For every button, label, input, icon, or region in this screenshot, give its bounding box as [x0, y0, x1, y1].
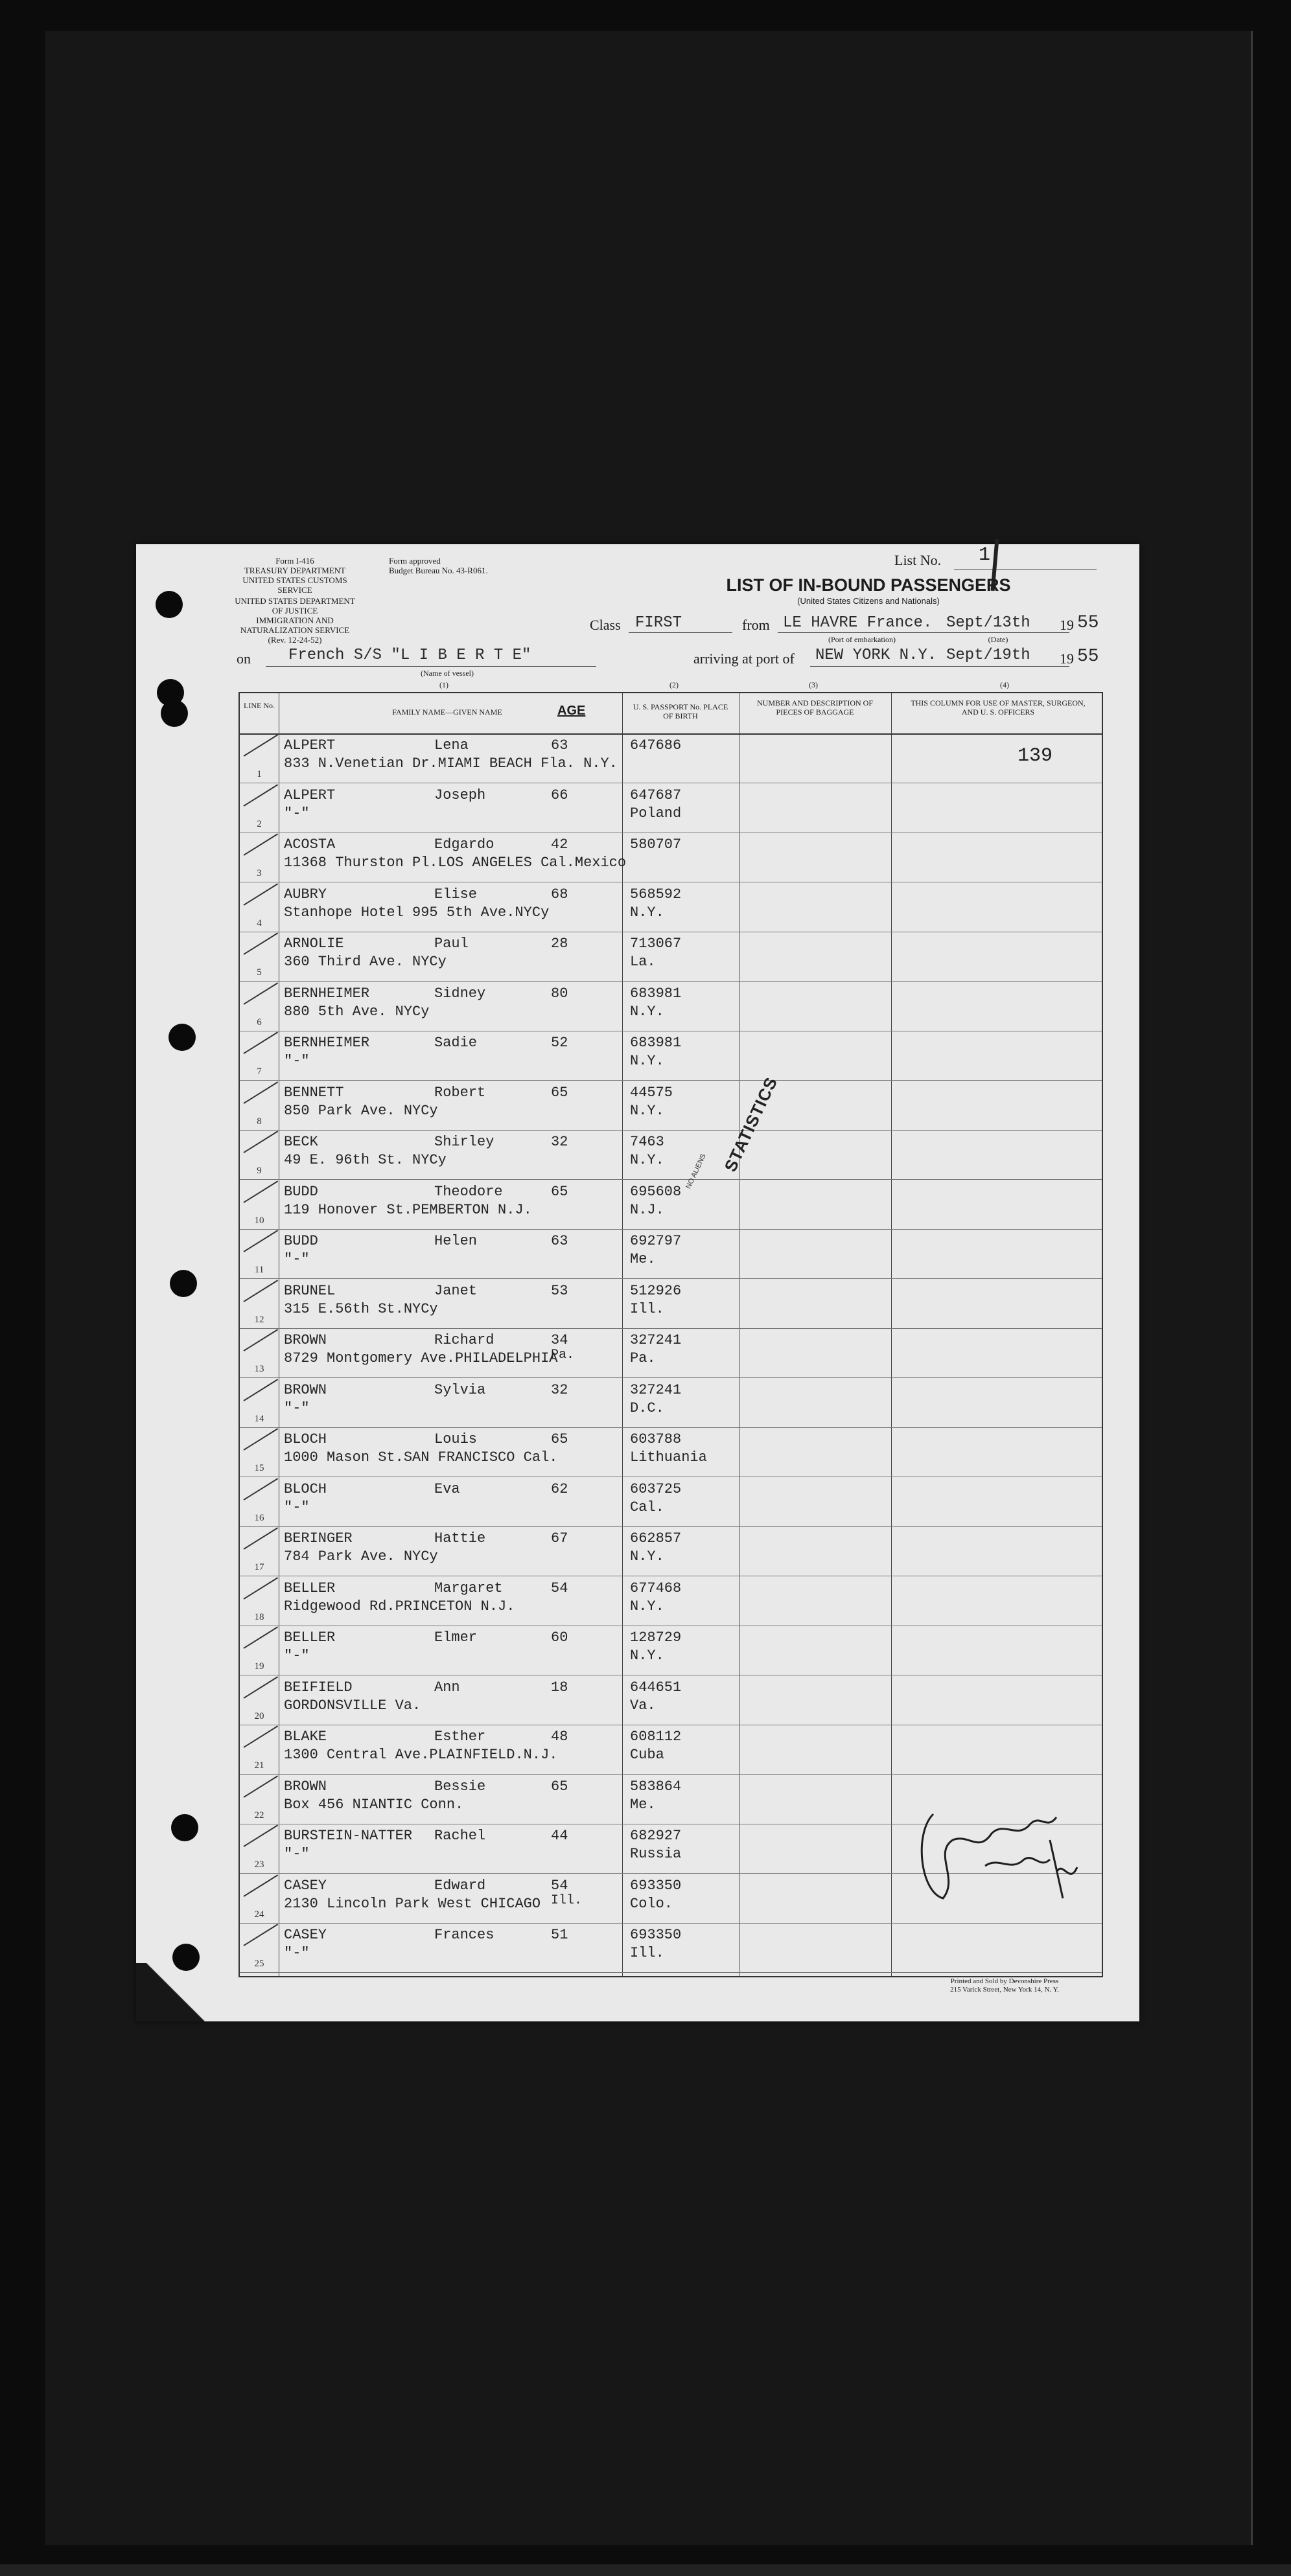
given-name: Janet	[434, 1282, 478, 1299]
age: 63	[551, 737, 568, 753]
passport-number: 693350	[630, 1877, 682, 1894]
table-row	[240, 1626, 1102, 1675]
passport-number: 682927	[630, 1828, 682, 1844]
family-name: BROWN	[284, 1778, 327, 1795]
form-agency-block	[233, 556, 356, 645]
age: 48	[551, 1729, 568, 1745]
given-name: Bessie	[434, 1778, 486, 1795]
agency-line: UNITED STATES DEPARTMENT OF JUSTICE	[235, 596, 355, 615]
line-number: 16	[254, 1512, 264, 1523]
address: GORDONSVILLE Va.	[284, 1697, 421, 1714]
address: Ridgewood Rd.PRINCETON N.J.	[284, 1598, 515, 1615]
address: 880 5th Ave. NYCy	[284, 1003, 430, 1020]
table-row	[240, 1130, 1102, 1180]
family-name: ALPERT	[284, 787, 336, 803]
table-row	[240, 1081, 1102, 1131]
passport-number: 327241	[630, 1332, 682, 1348]
passport-number: 644651	[630, 1679, 682, 1696]
given-name: Margaret	[434, 1580, 503, 1596]
address: 11368 Thurston Pl.LOS ANGELES Cal.Mexico	[284, 855, 627, 871]
address: "-"	[284, 805, 310, 822]
sail-year-prefix: 19	[1060, 617, 1074, 633]
age: 65	[551, 1778, 568, 1795]
line-number: 7	[257, 1066, 262, 1077]
col-header-passport: U. S. PASSPORT No. PLACE OF BIRTH	[633, 702, 728, 720]
from-label: from	[742, 617, 770, 633]
line-number: 23	[254, 1859, 264, 1870]
age: 66	[551, 787, 568, 803]
age: 62	[551, 1480, 568, 1497]
line-number: 6	[257, 1017, 262, 1028]
family-name: BEIFIELD	[284, 1679, 353, 1696]
microfilm-edge	[0, 2564, 1291, 2576]
family-name: BUDD	[284, 1233, 318, 1249]
line-number: 1	[257, 769, 262, 779]
table-row	[240, 1031, 1102, 1081]
passport-number: 603788	[630, 1431, 682, 1447]
age: 60	[551, 1629, 568, 1646]
printer-line: 215 Varick Street, New York 14, N. Y.	[950, 1986, 1059, 1994]
place-of-birth: N.Y.	[630, 1003, 664, 1020]
form-number: Form I-416	[275, 556, 314, 566]
address: Box 456 NIANTIC Conn.	[284, 1796, 464, 1813]
table-row	[240, 882, 1102, 932]
arrival-year: 55	[1077, 647, 1099, 667]
table-row	[240, 982, 1102, 1031]
place-of-birth: Ill.	[630, 1300, 664, 1317]
table-row	[240, 1328, 1102, 1378]
table-row	[240, 1229, 1102, 1279]
family-name: ACOSTA	[284, 836, 336, 853]
place-of-birth: Poland	[630, 805, 682, 822]
punch-hole	[161, 700, 188, 727]
place-of-birth: Cal.	[630, 1499, 664, 1515]
passport-number: 647687	[630, 787, 682, 803]
table-header	[240, 693, 1102, 735]
sail-date: Sept/13th	[946, 614, 1030, 632]
place-of-birth: Cuba	[630, 1747, 664, 1763]
line-number: 18	[254, 1611, 264, 1622]
table-row	[240, 733, 1102, 783]
given-name: Richard	[434, 1332, 494, 1348]
line-number: 20	[254, 1710, 264, 1721]
family-name: BENNETT	[284, 1084, 344, 1101]
address: 2130 Lincoln Park West CHICAGO	[284, 1895, 541, 1912]
address: "-"	[284, 1846, 310, 1862]
line-number: 21	[254, 1760, 264, 1771]
place-of-birth: Russia	[630, 1846, 682, 1862]
address: 49 E. 96th St. NYCy	[284, 1152, 447, 1168]
column-number: (2)	[669, 680, 679, 689]
col-header-officers: THIS COLUMN FOR USE OF MASTER, SURGEON, AND U. S. OFFICERS	[911, 698, 1086, 717]
address: "-"	[284, 1499, 310, 1515]
given-name: Esther	[434, 1729, 486, 1745]
address: "-"	[284, 1053, 310, 1069]
passport-number: 683981	[630, 985, 682, 1002]
given-name: Hattie	[434, 1530, 486, 1547]
vessel-name: French S/S "L I B E R T E"	[288, 647, 531, 664]
given-name: Ann	[434, 1679, 460, 1696]
given-name: Eva	[434, 1480, 460, 1497]
address: "-"	[284, 1945, 310, 1961]
passport-number: 568592	[630, 886, 682, 903]
place-of-birth: N.Y.	[630, 1548, 664, 1565]
family-name: CASEY	[284, 1927, 327, 1943]
passport-number: 647686	[630, 737, 682, 753]
agency-line: TREASURY DEPARTMENT	[244, 566, 346, 575]
line-number: 24	[254, 1909, 264, 1920]
passport-number: 683981	[630, 1035, 682, 1051]
officer-signature	[907, 1795, 1102, 1924]
passport-number: 677468	[630, 1580, 682, 1596]
passport-number: 327241	[630, 1381, 682, 1398]
age: 52	[551, 1035, 568, 1051]
table-row	[240, 932, 1102, 982]
age-note: Ill.	[551, 1892, 583, 1908]
line-number: 3	[257, 868, 262, 879]
passport-number: 608112	[630, 1729, 682, 1745]
given-name: Theodore	[434, 1183, 503, 1200]
age: 42	[551, 836, 568, 853]
column-number: (4)	[1000, 680, 1009, 689]
place-of-birth: Me.	[630, 1251, 656, 1267]
place-of-birth: N.Y.	[630, 1102, 664, 1119]
age: 63	[551, 1233, 568, 1249]
family-name: BERNHEIMER	[284, 985, 370, 1002]
form-approval	[389, 556, 518, 575]
age: 65	[551, 1183, 568, 1200]
place-of-birth: N.Y.	[630, 1648, 664, 1664]
address: 833 N.Venetian Dr.MIAMI BEACH Fla. N.Y.	[284, 755, 618, 772]
family-name: BURSTEIN-NATTER	[284, 1828, 413, 1844]
address: 1000 Mason St.SAN FRANCISCO Cal.	[284, 1449, 558, 1466]
family-name: BERINGER	[284, 1530, 353, 1547]
stamp-note: NO ALIENS	[684, 1153, 708, 1190]
table-row	[240, 1923, 1102, 1973]
family-name: AUBRY	[284, 886, 327, 903]
table-row	[240, 1180, 1102, 1230]
given-name: Frances	[434, 1927, 494, 1943]
line-number: 15	[254, 1463, 264, 1473]
passport-number: 713067	[630, 936, 682, 952]
family-name: CASEY	[284, 1877, 327, 1894]
line-number: 19	[254, 1661, 264, 1672]
passenger-table	[238, 692, 1103, 1977]
address: 360 Third Ave. NYCy	[284, 954, 447, 970]
table-row	[240, 783, 1102, 833]
revision-date: (Rev. 12-24-52)	[268, 635, 322, 645]
family-name: BELLER	[284, 1580, 336, 1596]
arrival-port: NEW YORK N.Y.	[815, 647, 937, 664]
address: 850 Park Ave. NYCy	[284, 1102, 438, 1119]
sail-year: 55	[1077, 613, 1099, 633]
date-caption: (Date)	[988, 635, 1008, 644]
age: 32	[551, 1134, 568, 1150]
address: "-"	[284, 1399, 310, 1416]
passport-number: 583864	[630, 1778, 682, 1795]
page-subtitle: (United States Citizens and Nationals)	[797, 596, 940, 606]
given-name: Helen	[434, 1233, 478, 1249]
address: Stanhope Hotel 995 5th Ave.NYCy	[284, 904, 550, 921]
address: 119 Honover St.PEMBERTON N.J.	[284, 1201, 532, 1218]
given-name: Joseph	[434, 787, 486, 803]
place-of-birth: Pa.	[630, 1350, 656, 1366]
line-number: 13	[254, 1364, 264, 1374]
family-name: BLAKE	[284, 1729, 327, 1745]
given-name: Edward	[434, 1877, 486, 1894]
arrival-underline	[810, 666, 1069, 667]
passport-number: 7463	[630, 1134, 664, 1150]
printer-line: Printed and Sold by Devonshire Press	[950, 1977, 1059, 1985]
age: 68	[551, 886, 568, 903]
place-of-birth: D.C.	[630, 1399, 664, 1416]
place-of-birth: Lithuania	[630, 1449, 707, 1466]
place-of-birth: N.Y.	[630, 1152, 664, 1168]
passport-number: 128729	[630, 1629, 682, 1646]
age: 54	[551, 1580, 568, 1596]
given-name: Elise	[434, 886, 478, 903]
manifest-sheet	[136, 544, 1139, 2021]
given-name: Edgardo	[434, 836, 494, 853]
class-value: FIRST	[635, 614, 682, 632]
punch-hole	[169, 1024, 196, 1051]
list-no-value: 1	[979, 544, 991, 566]
line-number: 9	[257, 1166, 262, 1176]
family-name: ALPERT	[284, 737, 336, 753]
class-underline	[629, 632, 732, 633]
place-of-birth: Va.	[630, 1697, 656, 1714]
given-name: Robert	[434, 1084, 486, 1101]
table-row	[240, 1725, 1102, 1775]
address: 315 E.56th St.NYCy	[284, 1300, 438, 1317]
address: 784 Park Ave. NYCy	[284, 1548, 438, 1565]
line-number: 2	[257, 818, 262, 829]
place-of-birth: N.J.	[630, 1201, 664, 1218]
table-row	[240, 1477, 1102, 1527]
vessel-caption: (Name of vessel)	[421, 669, 474, 678]
arrival-date: Sept/19th	[946, 647, 1030, 664]
given-name: Rachel	[434, 1828, 486, 1844]
approval-line: Form approved	[389, 556, 441, 566]
officer-note: 139	[1018, 745, 1053, 767]
family-name: BROWN	[284, 1332, 327, 1348]
given-name: Lena	[434, 737, 469, 753]
page-title: LIST OF IN-BOUND PASSENGERS	[726, 575, 1011, 595]
passport-number: 695608	[630, 1183, 682, 1200]
agency-line: IMMIGRATION AND NATURALIZATION SERVICE	[240, 615, 350, 635]
line-number: 11	[254, 1265, 264, 1275]
age: 80	[551, 985, 568, 1002]
family-name: BLOCH	[284, 1480, 327, 1497]
arriving-label: arriving at port of	[693, 650, 795, 667]
statistics-stamp: STATISTICS	[720, 1074, 782, 1175]
line-number: 8	[257, 1116, 262, 1127]
age: 18	[551, 1679, 568, 1696]
family-name: BELLER	[284, 1629, 336, 1646]
address: 8729 Montgomery Ave.PHILADELPHIA	[284, 1350, 558, 1366]
address: 1300 Central Ave.PLAINFIELD.N.J.	[284, 1747, 558, 1763]
address: "-"	[284, 1251, 310, 1267]
line-number: 14	[254, 1413, 264, 1424]
punch-hole	[171, 1814, 198, 1841]
passport-number: 662857	[630, 1530, 682, 1547]
column-number: (3)	[809, 680, 818, 689]
age: 65	[551, 1084, 568, 1101]
col-header-baggage: NUMBER AND DESCRIPTION OF PIECES OF BAGGAGE	[756, 698, 874, 717]
line-number: 25	[254, 1959, 264, 1969]
place-of-birth: Me.	[630, 1796, 656, 1813]
age-note: Pa.	[551, 1348, 575, 1363]
line-number: 12	[254, 1314, 264, 1325]
class-label: Class	[590, 617, 621, 633]
line-number: 4	[257, 917, 262, 928]
age: 34	[551, 1332, 568, 1348]
given-name: Shirley	[434, 1134, 494, 1150]
embark-caption: (Port of embarkation)	[828, 635, 896, 644]
given-name: Sadie	[434, 1035, 478, 1051]
table-row	[240, 1526, 1102, 1576]
arrival-year-prefix: 19	[1060, 650, 1074, 667]
given-name: Sylvia	[434, 1381, 486, 1398]
passport-number: 580707	[630, 836, 682, 853]
table-row	[240, 1279, 1102, 1329]
line-number: 22	[254, 1810, 264, 1821]
family-name: BLOCH	[284, 1431, 327, 1447]
col-header-age: AGE	[557, 704, 586, 718]
passport-number: 512926	[630, 1282, 682, 1299]
line-number: 5	[257, 967, 262, 978]
line-number: 17	[254, 1562, 264, 1572]
torn-corner	[136, 1963, 214, 2021]
age: 67	[551, 1530, 568, 1547]
list-no-label: List No.	[894, 552, 942, 568]
col-header-name: FAMILY NAME—GIVEN NAME	[392, 707, 502, 717]
place-of-birth: Colo.	[630, 1895, 673, 1912]
table-row	[240, 833, 1102, 882]
family-name: BERNHEIMER	[284, 1035, 370, 1051]
family-name: BROWN	[284, 1381, 327, 1398]
table-row	[240, 1675, 1102, 1725]
punch-hole	[156, 591, 183, 618]
age: 54	[551, 1877, 568, 1894]
given-name: Paul	[434, 936, 469, 952]
passport-number: 44575	[630, 1084, 673, 1101]
given-name: Louis	[434, 1431, 478, 1447]
family-name: BECK	[284, 1134, 318, 1150]
table-row	[240, 1576, 1102, 1626]
embarkation-port: LE HAVRE France.	[783, 614, 933, 632]
on-label: on	[237, 650, 251, 667]
table-row	[240, 1427, 1102, 1477]
age: 53	[551, 1282, 568, 1299]
place-of-birth: N.Y.	[630, 1598, 664, 1615]
passport-number: 692797	[630, 1233, 682, 1249]
passport-number: 603725	[630, 1480, 682, 1497]
from-underline	[778, 632, 1069, 633]
age: 28	[551, 936, 568, 952]
age: 65	[551, 1431, 568, 1447]
place-of-birth: N.Y.	[630, 904, 664, 921]
passport-number: 693350	[630, 1927, 682, 1943]
family-name: BRUNEL	[284, 1282, 336, 1299]
age: 51	[551, 1927, 568, 1943]
printer-imprint	[907, 1977, 1102, 1994]
place-of-birth: La.	[630, 954, 656, 970]
column-number: (1)	[439, 680, 448, 689]
address: "-"	[284, 1648, 310, 1664]
approval-line: Budget Bureau No. 43-R061.	[389, 566, 488, 575]
place-of-birth: Ill.	[630, 1945, 664, 1961]
given-name: Elmer	[434, 1629, 478, 1646]
age: 32	[551, 1381, 568, 1398]
col-header-line-no: LINE No.	[244, 701, 275, 710]
punch-hole	[170, 1270, 197, 1297]
family-name: ARNOLIE	[284, 936, 344, 952]
given-name: Sidney	[434, 985, 486, 1002]
vessel-underline	[266, 666, 596, 667]
agency-line: UNITED STATES CUSTOMS SERVICE	[242, 575, 347, 595]
line-number: 10	[254, 1215, 264, 1226]
age: 44	[551, 1828, 568, 1844]
family-name: BUDD	[284, 1183, 318, 1200]
table-row	[240, 1378, 1102, 1428]
place-of-birth: N.Y.	[630, 1053, 664, 1069]
